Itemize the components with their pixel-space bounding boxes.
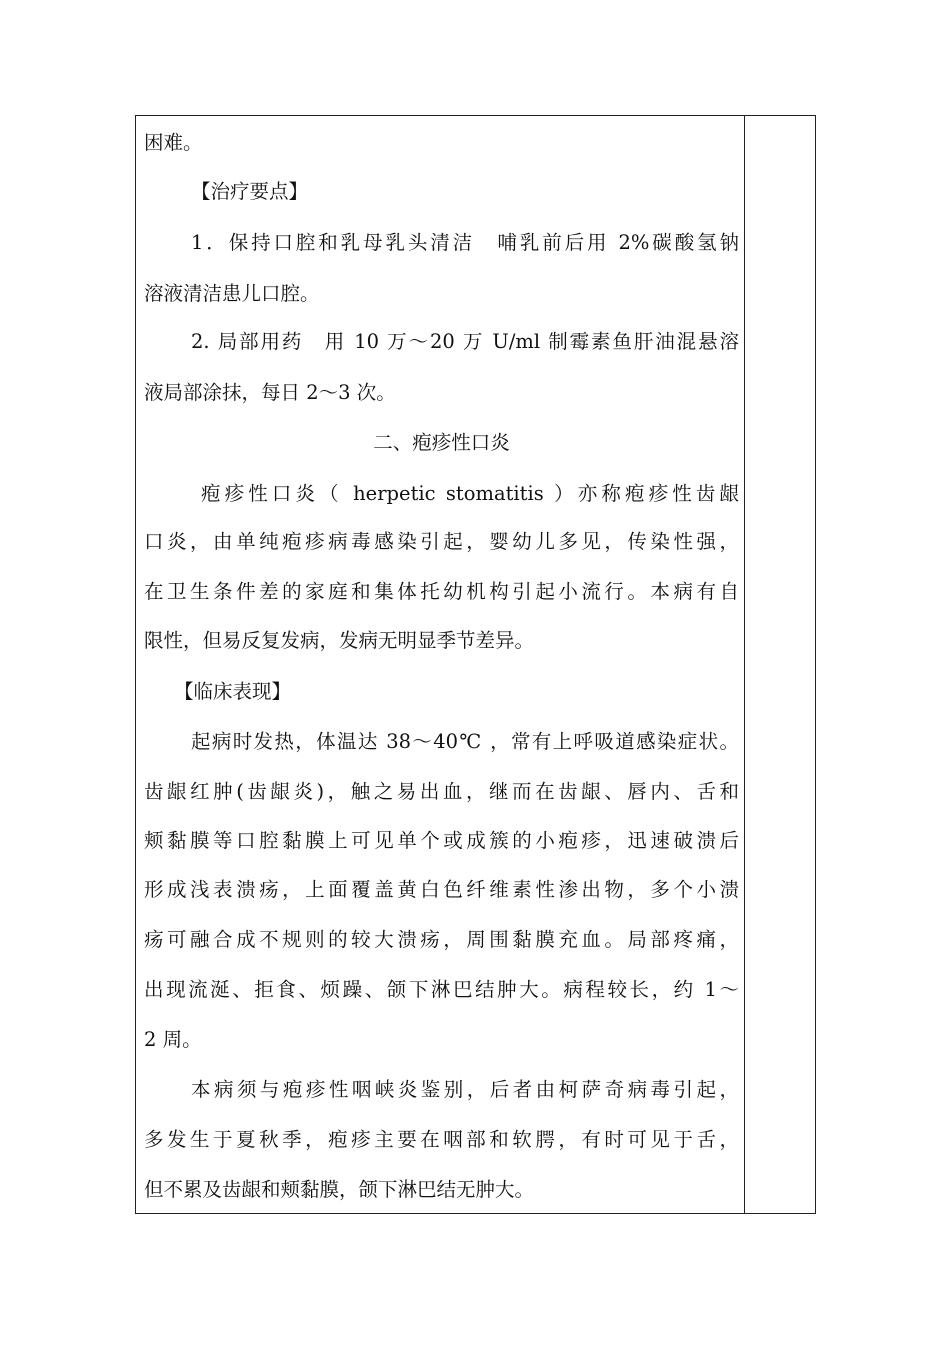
text-line: 起病时发热，体温达 38～40℃ ，常有上呼吸道感染症状。 bbox=[191, 730, 739, 753]
text-line: 限性，但易反复发病，发病无明显季节差异。 bbox=[144, 629, 535, 652]
text-line: 颊黏膜等口腔黏膜上可见单个或成簇的小疱疹，迅速破溃后 bbox=[144, 829, 739, 852]
text-line: 2. 局部用药 用 10 万～20 万 U/ml 制霉素鱼肝油混悬溶 bbox=[191, 330, 739, 353]
text-line: 齿龈红肿(齿龈炎)，触之易出血，继而在齿龈、唇内、舌和 bbox=[144, 780, 739, 803]
text-line: 本病须与疱疹性咽峡炎鉴别，后者由柯萨奇病毒引起， bbox=[191, 1078, 739, 1101]
table-column-divider bbox=[744, 116, 745, 1213]
text-line: 但不累及齿龈和颊黏膜，颌下淋巴结无肿大。 bbox=[144, 1178, 535, 1201]
text-line: 口炎，由单纯疱疹病毒感染引起，婴幼儿多见，传染性强， bbox=[144, 530, 739, 553]
text-line: 形成浅表溃疡，上面覆盖黄白色纤维素性渗出物，多个小溃 bbox=[144, 878, 739, 901]
text-line: 2 周。 bbox=[144, 1028, 202, 1051]
text-line: 在卫生条件差的家庭和集体托幼机构引起小流行。本病有自 bbox=[144, 580, 739, 603]
text-line: 1．保持口腔和乳母乳头清洁 哺乳前后用 2%碳酸氢钠 bbox=[191, 231, 739, 254]
text-line: 困难。 bbox=[144, 131, 203, 154]
text-line: 疡可融合成不规则的较大溃疡，周围黏膜充血。局部疼痛， bbox=[144, 928, 739, 951]
text-line: 疱疹性口炎（ herpetic stomatitis ）亦称疱疹性齿龈 bbox=[201, 482, 739, 505]
section-heading-clinical: 【临床表现】 bbox=[174, 680, 292, 703]
section-heading-treatment: 【治疗要点】 bbox=[191, 180, 309, 203]
text-line: 多发生于夏秋季，疱疹主要在咽部和软腭，有时可见于舌， bbox=[144, 1128, 739, 1151]
section-title-herpetic-stomatitis: 二、疱疹性口炎 bbox=[373, 431, 510, 454]
text-line: 出现流涎、拒食、烦躁、颌下淋巴结肿大。病程较长，约 1～ bbox=[144, 978, 739, 1001]
document-table bbox=[135, 115, 816, 1214]
text-line: 溶液清洁患儿口腔。 bbox=[144, 282, 320, 305]
text-line: 液局部涂抹，每日 2～3 次。 bbox=[144, 381, 396, 404]
